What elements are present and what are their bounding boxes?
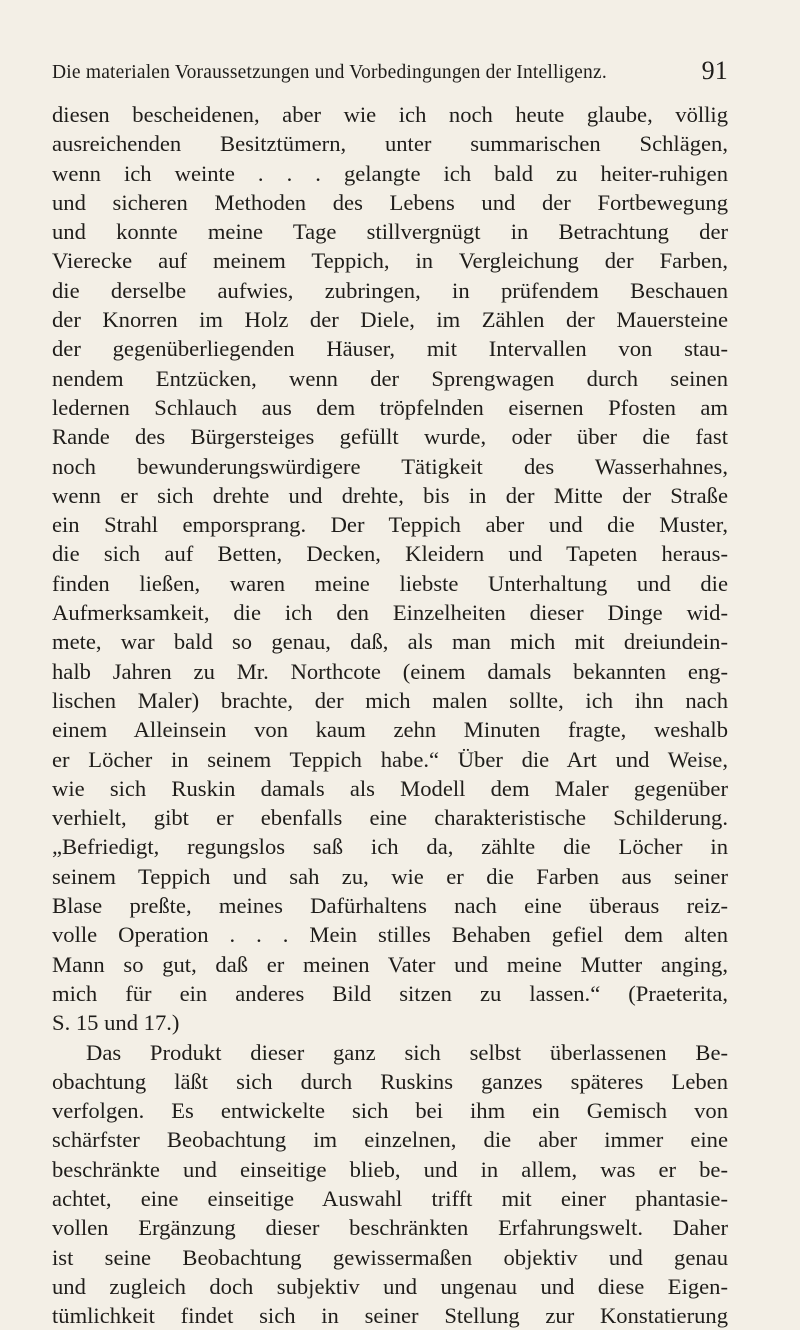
text-line: ausreichenden Besitztümern, unter summarischen Schlägen, — [52, 131, 728, 157]
body-text — [52, 100, 728, 1330]
text-line: ledernen Schlauch aus dem tröpfelnden eisernen Pfosten am — [52, 394, 728, 420]
text-line: „Befriedigt, regungslos saß ich da, zählte die Löcher in — [52, 834, 728, 860]
text-line: der Knorren im Holz der Diele, im Zählen der Mauersteine — [52, 307, 728, 333]
text-line: und sicheren Methoden des Lebens und der Fortbewegung — [52, 189, 728, 215]
text-line: tümlichkeit findet sich in seiner Stellung zur Konstatierung — [52, 1303, 728, 1329]
text-line: finden ließen, waren meine liebste Unterhaltung und die — [52, 570, 728, 596]
text-line: der gegenüberliegenden Häuser, mit Intervallen von stau- — [52, 336, 728, 362]
text-line: Mann so gut, daß er meinen Vater und meine Mutter anging, — [52, 951, 728, 977]
text-line: ist seine Beobachtung gewissermaßen objektiv und genau — [52, 1244, 728, 1270]
text-line: ein Strahl emporsprang. Der Teppich aber und die Muster, — [52, 512, 728, 538]
running-head — [52, 52, 728, 90]
text-line: und zugleich doch subjektiv und ungenau und diese Eigen- — [52, 1273, 728, 1299]
text-line: nendem Entzücken, wenn der Sprengwagen durch seinen — [52, 365, 728, 391]
text-line: achtet, eine einseitige Auswahl trifft mit einer phantasie- — [52, 1185, 728, 1211]
text-line: mich für ein anderes Bild sitzen zu lassen.“ (Praeterita, — [52, 980, 728, 1006]
text-line: wenn er sich drehte und drehte, bis in der Mitte der Straße — [52, 482, 728, 508]
text-line: Rande des Bürgersteiges gefüllt wurde, oder über die fast — [52, 424, 728, 450]
running-head-title: Die materialen Voraussetzungen und Vorbedingungen der Intelligenz. — [52, 62, 607, 83]
text-line: Aufmerksamkeit, die ich den Einzelheiten dieser Dinge wid- — [52, 600, 728, 626]
text-line: die sich auf Betten, Decken, Kleidern und Tapeten heraus- — [52, 541, 728, 567]
text-line: und konnte meine Tage stillvergnügt in Betrachtung der — [52, 219, 728, 245]
text-line: schärfster Beobachtung im einzelnen, die aber immer eine — [52, 1127, 728, 1153]
text-line: beschränkte und einseitige blieb, und in allem, was er be- — [52, 1156, 728, 1182]
text-line: lischen Maler) brachte, der mich malen sollte, ich ihn nach — [52, 687, 728, 713]
text-line: wie sich Ruskin damals als Modell dem Maler gegenüber — [52, 775, 728, 801]
text-line: Blase preßte, meines Dafürhaltens nach eine überaus reiz- — [52, 893, 728, 919]
text-line: Vierecke auf meinem Teppich, in Vergleichung der Farben, — [52, 248, 728, 274]
text-line: einem Alleinsein von kaum zehn Minuten fragte, weshalb — [52, 717, 728, 743]
text-line: die derselbe aufwies, zubringen, in prüfendem Beschauen — [52, 277, 728, 303]
text-line: seinem Teppich und sah zu, wie er die Farben aus seiner — [52, 863, 728, 889]
paragraph-end-line: S. 15 und 17.) — [52, 1010, 180, 1036]
text-line: verfolgen. Es entwickelte sich bei ihm ein Gemisch von — [52, 1098, 728, 1124]
text-line: obachtung läßt sich durch Ruskins ganzes späteres Leben — [52, 1068, 728, 1094]
text-line: wenn ich weinte . . . gelangte ich bald zu heiter-ruhigen — [52, 160, 728, 186]
paragraph-start-line: Das Produkt dieser ganz sich selbst überlassenen Be- — [86, 1039, 728, 1065]
page-number: 91 — [701, 56, 728, 85]
text-line: volle Operation . . . Mein stilles Behaben gefiel dem alten — [52, 922, 728, 948]
text-line: verhielt, gibt er ebenfalls eine charakteristische Schilderung. — [52, 805, 728, 831]
text-line: vollen Ergänzung dieser beschränkten Erfahrungswelt. Daher — [52, 1215, 728, 1241]
text-line: diesen bescheidenen, aber wie ich noch heute glaube, völlig — [52, 102, 728, 127]
text-line: er Löcher in seinem Teppich habe.“ Über die Art und Weise, — [52, 746, 728, 772]
text-line: halb Jahren zu Mr. Northcote (einem damals bekannten eng- — [52, 658, 728, 684]
text-line: noch bewunderungswürdigere Tätigkeit des Wasserhahnes, — [52, 453, 728, 479]
text-line: mete, war bald so genau, daß, als man mich mit dreiundein- — [52, 629, 728, 655]
